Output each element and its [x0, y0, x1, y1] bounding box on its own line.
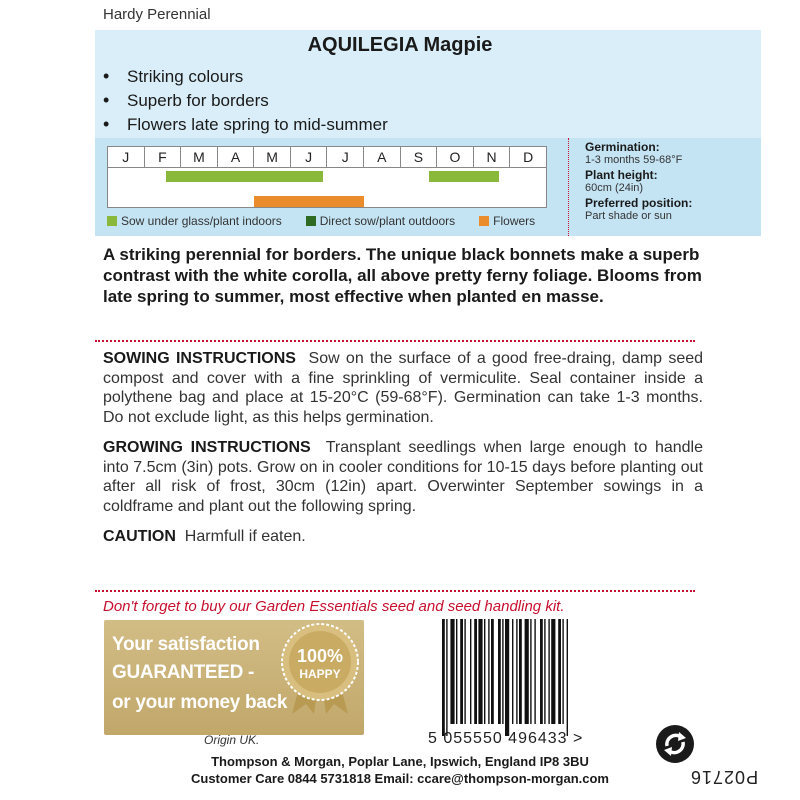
- company-address: [95, 753, 705, 787]
- month-label: S: [401, 147, 438, 167]
- dotted-divider: [95, 340, 695, 342]
- guarantee-seal-icon: [270, 614, 370, 714]
- legend-sow-indoors: Sow under glass/plant indoors: [107, 214, 282, 228]
- sowing-instructions: [103, 349, 703, 427]
- product-description: A striking perennial for borders. The unique black bonnets make a superb contrast with the white corolla, all above pretty ferny foliage. Blooms from late spring to summer, most effective when planted en masse.: [103, 245, 702, 306]
- legend-swatch: [107, 216, 117, 226]
- month-label: J: [291, 147, 328, 167]
- month-label: N: [474, 147, 511, 167]
- germination-label: Germination:: [585, 140, 660, 154]
- sowing-text: Sow on the surface of a good free-draing, damp seed compost and cover with a fine sprinkling of vermiculite. Seal container inside a polythene bag and place at 15-20°C (59-68°F). Germination can take 1-3 months. Do not exclude light, as this helps germination.: [103, 350, 704, 426]
- month-label: M: [181, 147, 218, 167]
- growing-text: Transplant seedlings when large enough to handle into 7.5cm (3in) pots. Grow on in cooler conditions for 10-15 days before planting out after all risk of frost, 30cm (12in) apart. Overwinter September sowings in a coldframe and plant out the following spring.: [103, 439, 703, 515]
- month-label: J: [108, 147, 145, 167]
- growing-instructions: [103, 438, 703, 516]
- product-code: P02716: [690, 767, 759, 787]
- flowers-bar: [254, 196, 364, 207]
- legend-flowers: Flowers: [479, 214, 535, 228]
- address-line: Thompson & Morgan, Poplar Lane, Ipswich, England IP8 3BU: [211, 754, 589, 769]
- guarantee-line: Your satisfaction: [112, 634, 260, 655]
- customer-care-line: Customer Care 0844 5731818 Email: ccare@thompson-morgan.com: [190, 771, 609, 786]
- calendar-months: [108, 147, 546, 168]
- legend-swatch: [479, 216, 489, 226]
- height-value: 60cm (24in): [585, 182, 644, 194]
- category-label: Hardy Perennial: [103, 6, 211, 23]
- germination-value: 1-3 months 59-68°F: [585, 154, 683, 166]
- bullet-icon: •: [103, 114, 110, 134]
- caution-heading: CAUTION: [103, 528, 176, 545]
- caution-notice: [103, 527, 703, 547]
- guarantee-line: GUARANTEED -: [112, 662, 255, 683]
- feature-item: • Superb for borders: [103, 90, 269, 110]
- barcode-icon: [440, 619, 616, 736]
- caution-text: Harmfull if eaten.: [184, 528, 306, 545]
- origin-label: Origin UK.: [204, 733, 260, 747]
- product-title: AQUILEGIA Magpie: [307, 34, 493, 56]
- feature-list: [103, 64, 388, 136]
- month-label: A: [218, 147, 255, 167]
- legend-direct-sow: Direct sow/plant outdoors: [306, 214, 455, 228]
- calendar-legend: [107, 214, 559, 228]
- legend-swatch: [306, 216, 316, 226]
- sow-indoors-bar: [166, 171, 323, 182]
- dotted-divider: [95, 590, 695, 592]
- seal-happy: HAPPY: [299, 667, 341, 681]
- garden-essentials-note: Don't forget to buy our Garden Essentials seed and seed handling kit.: [103, 598, 565, 615]
- month-label: M: [254, 147, 291, 167]
- feature-item: • Flowers late spring to mid-summer: [103, 114, 388, 134]
- bullet-icon: •: [103, 66, 110, 86]
- barcode-number: 5 055550 496433 >: [428, 730, 584, 747]
- month-label: F: [145, 147, 182, 167]
- sowing-calendar: [107, 146, 547, 208]
- growing-heading: GROWING INSTRUCTIONS: [103, 439, 311, 456]
- feature-item: • Striking colours: [103, 66, 244, 86]
- seal-percent: 100%: [296, 646, 344, 666]
- height-label: Plant height:: [585, 168, 658, 182]
- position-label: Preferred position:: [585, 196, 693, 210]
- position-value: Part shade or sun: [585, 210, 672, 222]
- guarantee-line: or your money back: [112, 692, 288, 713]
- month-label: A: [364, 147, 401, 167]
- month-label: J: [327, 147, 364, 167]
- plant-info-panel: [568, 138, 761, 236]
- sowing-heading: SOWING INSTRUCTIONS: [103, 350, 296, 367]
- sow-indoors-bar: [429, 171, 498, 182]
- month-label: D: [523, 149, 534, 165]
- bullet-icon: •: [103, 90, 110, 110]
- month-label: O: [437, 147, 474, 167]
